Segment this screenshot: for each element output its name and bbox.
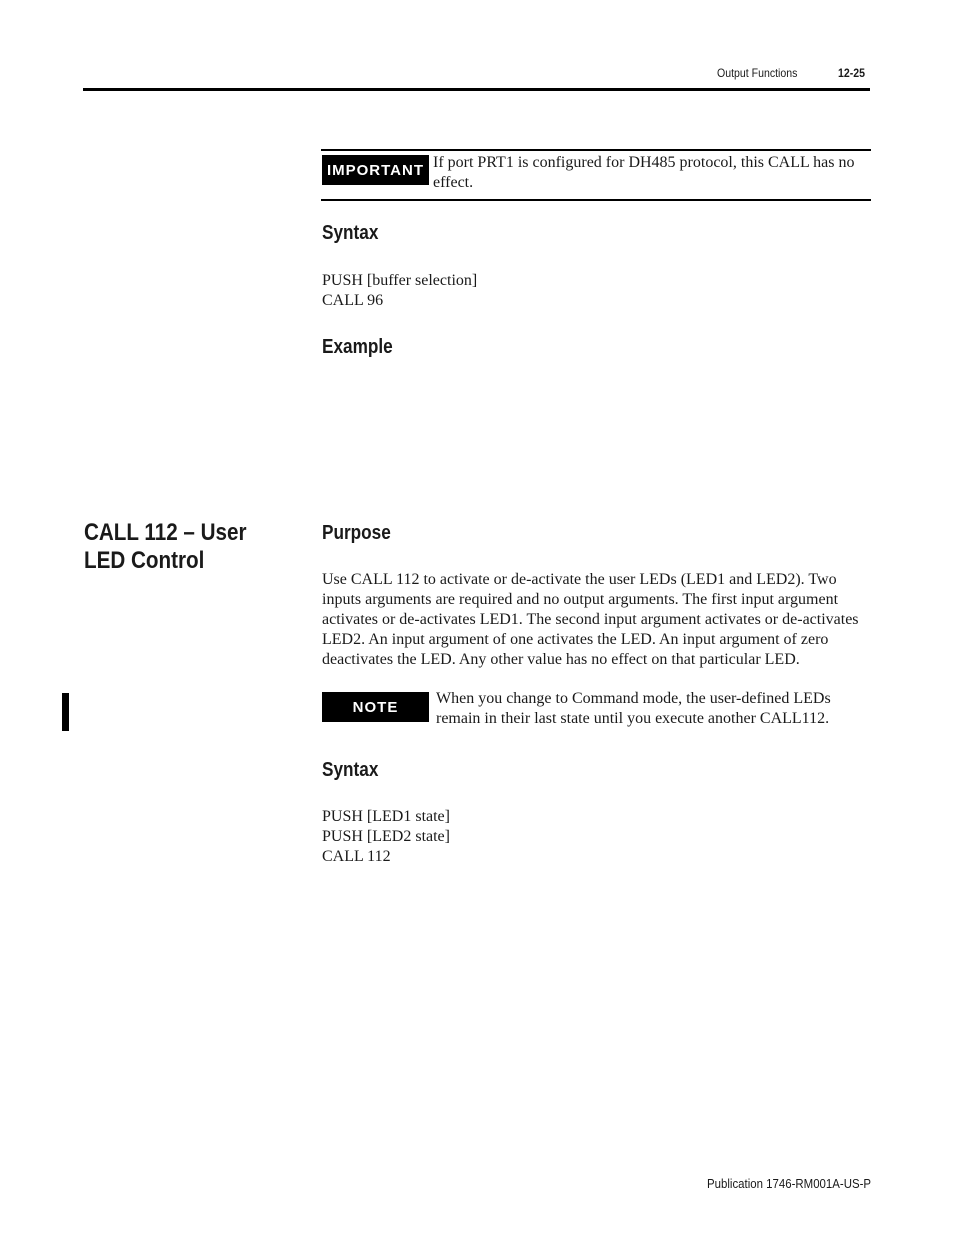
syntax-line-call96: CALL 96 — [322, 292, 384, 309]
syntax-line-call112: PUSH [LED2 state] — [322, 828, 450, 845]
note-text: When you change to Command mode, the user-defined LEDs remain in their last state until you execute another CALL112. — [436, 690, 831, 727]
header-rule — [83, 88, 870, 91]
header-page-number: 12-25 — [838, 66, 866, 80]
footer-publication: Publication 1746-RM001A-US-P — [707, 1176, 872, 1191]
purpose-heading: Purpose — [322, 522, 391, 544]
syntax-line-call96: PUSH [buffer selection] — [322, 272, 478, 289]
syntax-line-call112: PUSH [LED1 state] — [322, 808, 450, 825]
important-badge: IMPORTANT — [322, 155, 429, 185]
revision-change-bar — [62, 693, 69, 731]
section-title-call112: CALL 112 – User LED Control — [84, 519, 247, 574]
syntax-heading-call96: Syntax — [322, 222, 379, 244]
note-badge: NOTE — [322, 692, 429, 722]
example-heading-call96: Example — [322, 336, 393, 358]
syntax-line-call112: CALL 112 — [322, 848, 391, 865]
purpose-paragraph: Use CALL 112 to activate or de-activate the user LEDs (LED1 and LED2). Two inputs arguments are required and no output arguments. The first input argument activates or de-activates LED1. The second input argument activates or de-activates LED2. An input argument of one activates the LED. An input argument of zero deactivates the LED. Any other value has no effect on that particular LED. — [322, 571, 859, 668]
syntax-heading-call112: Syntax — [322, 759, 379, 781]
important-text: If port PRT1 is configured for DH485 protocol, this CALL has no effect. — [433, 154, 855, 191]
important-bottom-rule — [321, 199, 871, 201]
important-top-rule — [321, 149, 871, 151]
header-section-title: Output Functions — [717, 66, 798, 80]
